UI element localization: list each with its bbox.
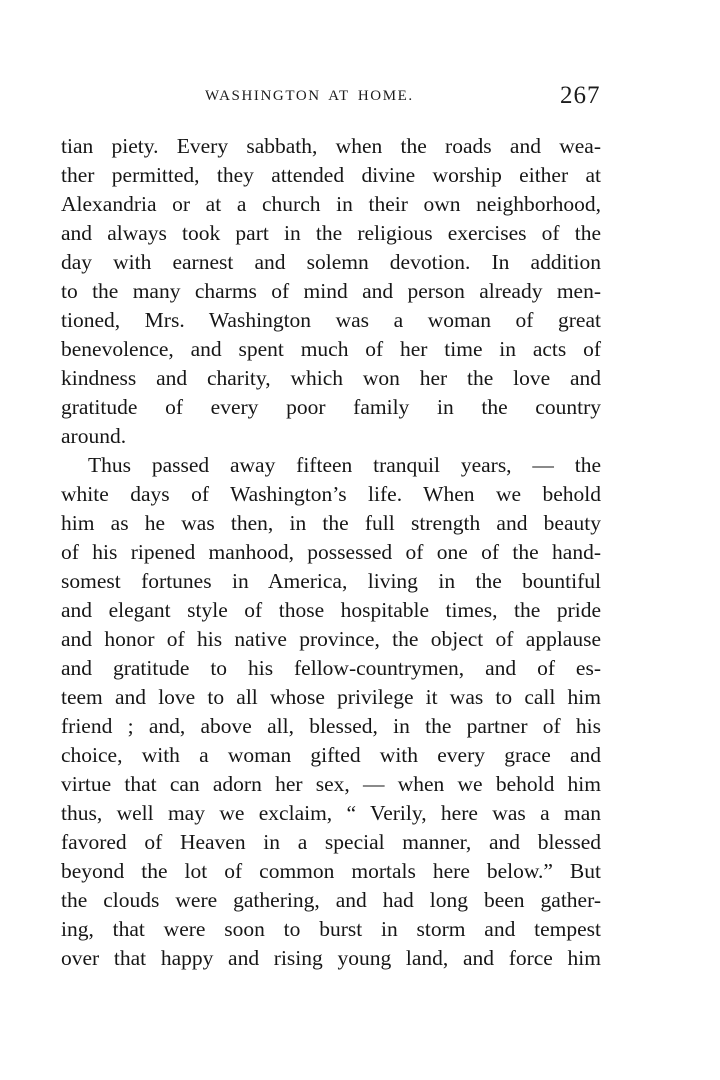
text-line: over that happy and rising young land, and force him bbox=[61, 946, 601, 970]
text-line: teem and love to all whose privilege it was to call him bbox=[61, 685, 601, 709]
body-text bbox=[61, 132, 601, 973]
running-head bbox=[0, 84, 720, 114]
text-line: day with earnest and solemn devotion. In addition bbox=[61, 250, 601, 274]
text-line: of his ripened manhood, possessed of one of the hand- bbox=[61, 540, 601, 564]
text-line: beyond the lot of common mortals here below.” But bbox=[61, 859, 601, 883]
text-line: him as he was then, in the full strength and beauty bbox=[61, 511, 601, 535]
text-line: friend ; and, above all, blessed, in the partner of his bbox=[61, 714, 601, 738]
text-line: ther permitted, they attended divine worship either at bbox=[61, 163, 601, 187]
running-title: WASHINGTON AT HOME. bbox=[205, 88, 414, 104]
text-line: and honor of his native province, the object of applause bbox=[61, 627, 601, 651]
text-line: favored of Heaven in a special manner, and blessed bbox=[61, 830, 601, 854]
text-line: tioned, Mrs. Washington was a woman of great bbox=[61, 308, 601, 332]
text-line: somest fortunes in America, living in the bountiful bbox=[61, 569, 601, 593]
text-line: and elegant style of those hospitable times, the pride bbox=[61, 598, 601, 622]
text-line: thus, well may we exclaim, “ Verily, here was a man bbox=[61, 801, 601, 825]
text-line: tian piety. Every sabbath, when the roads and wea- bbox=[61, 134, 601, 158]
paragraph-end-line: around. bbox=[61, 424, 127, 448]
text-line: and gratitude to his fellow-countrymen, and of es- bbox=[61, 656, 601, 680]
text-line: benevolence, and spent much of her time in acts of bbox=[61, 337, 601, 361]
text-line: kindness and charity, which won her the love and bbox=[61, 366, 601, 390]
text-line: white days of Washington’s life. When we behold bbox=[61, 482, 601, 506]
text-line: to the many charms of mind and person already men- bbox=[61, 279, 601, 303]
page-number: 267 bbox=[560, 82, 601, 109]
paragraph-start-line: Thus passed away fifteen tranquil years, — the bbox=[88, 453, 601, 477]
text-line: the clouds were gathering, and had long been gather- bbox=[61, 888, 601, 912]
text-line: and always took part in the religious exercises of the bbox=[61, 221, 601, 245]
text-line: gratitude of every poor family in the country bbox=[61, 395, 601, 419]
text-line: choice, with a woman gifted with every grace and bbox=[61, 743, 601, 767]
text-line: Alexandria or at a church in their own neighborhood, bbox=[61, 192, 601, 216]
text-line: ing, that were soon to burst in storm and tempest bbox=[61, 917, 601, 941]
text-line: virtue that can adorn her sex, — when we behold him bbox=[61, 772, 601, 796]
